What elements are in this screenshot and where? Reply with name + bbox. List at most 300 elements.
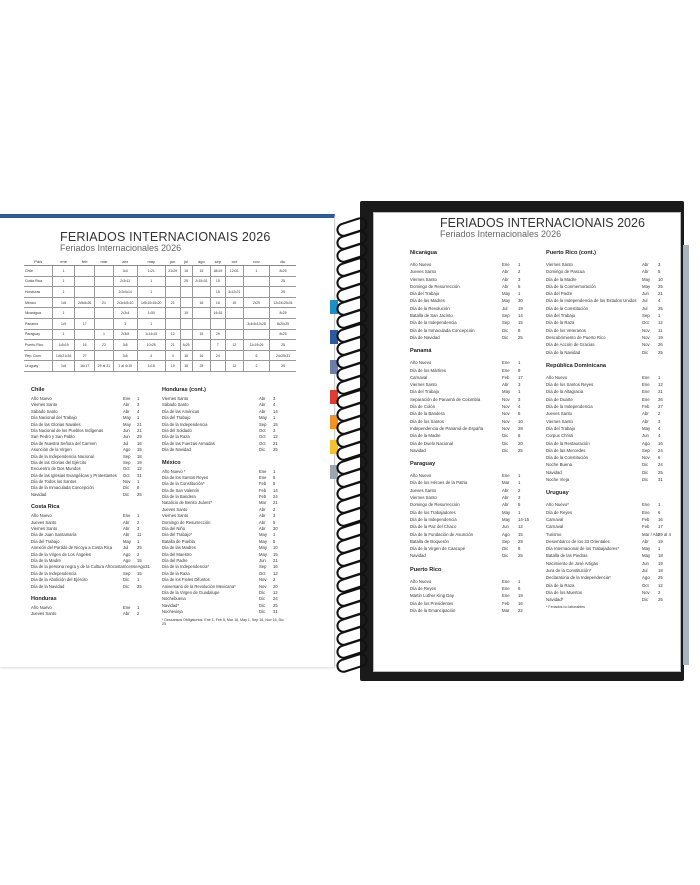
holiday-row (546, 469, 670, 476)
holiday-name: Domingo de Resurrección (162, 519, 211, 525)
holiday-day: 12 (273, 570, 278, 576)
holiday-day: 1 (658, 374, 661, 380)
calendar-date-cell: 3•5 (113, 350, 137, 361)
holiday-day: 31 (145, 564, 150, 570)
holiday-day: 3 (518, 495, 521, 501)
holiday-day: 3 (518, 382, 521, 388)
calendar-date-cell: 1 (137, 318, 165, 329)
calendar-date-cell (211, 361, 226, 372)
holiday-name: Día de las Madres (410, 298, 445, 304)
holiday-month: Feb (642, 404, 650, 410)
holiday-name: Separación de Panamá de Colombia (410, 396, 481, 402)
holiday-row (410, 545, 530, 552)
holiday-row (546, 440, 670, 447)
holiday-day: 21 (137, 421, 142, 427)
calendar-date-cell: 29 (211, 329, 226, 340)
calendar-header-cell: sep (211, 258, 226, 266)
holiday-row (546, 538, 670, 545)
calendar-date-cell: 2•3•5 (113, 329, 137, 340)
calendar-date-cell (165, 276, 180, 287)
holiday-row (546, 334, 670, 341)
calendar-date-cell: 1 (53, 266, 75, 277)
holiday-name: Día de los Santos (410, 418, 444, 424)
holiday-month: May (259, 532, 267, 538)
calendar-date-cell: 1•9 (53, 318, 75, 329)
holiday-month: Ene (123, 604, 131, 610)
holiday-month: Mar (502, 607, 510, 613)
holiday-row (546, 574, 670, 581)
holiday-row (410, 440, 530, 447)
calendar-country-cell: Panamá (24, 318, 53, 329)
holiday-name: Sábado Santo (162, 402, 189, 408)
holiday-name: Día de la Restauración (546, 440, 590, 446)
holiday-name: Día del Niño (162, 526, 186, 532)
holiday-name: Declaratoria de la Independencia* (546, 575, 611, 581)
holiday-day: 15 (137, 447, 142, 453)
holiday-day: 18 (658, 567, 663, 573)
holiday-month: Oct (123, 466, 130, 472)
holiday-day: 30 (273, 526, 278, 532)
holiday-day: 14 (518, 313, 523, 319)
holiday-row (162, 609, 285, 615)
calendar-date-cell: 15 (211, 276, 226, 287)
holiday-day: 21 (137, 427, 142, 433)
calendar-date-cell (95, 350, 114, 361)
calendar-date-cell: 2 (244, 361, 270, 372)
calendar-row (24, 318, 296, 329)
calendar-date-cell (192, 340, 210, 351)
footnote: * Descansos Obligatorios: Ene 1, Feb 5, Mar 16, May 1, Sep 16, Nov 16, Dic 25 (162, 617, 284, 626)
holiday-month: Dic (642, 477, 649, 483)
holiday-month: Nov (502, 411, 510, 417)
holiday-row (546, 327, 670, 334)
holiday-month: Jun (642, 560, 649, 566)
holiday-month: Ago (642, 440, 650, 446)
holiday-row (410, 432, 530, 439)
holiday-name: Carnaval (546, 524, 564, 530)
holiday-month: Sep (259, 421, 267, 427)
holiday-name: Día de la Bandera (410, 411, 445, 417)
holiday-month: Mar / Abr (642, 531, 660, 537)
holiday-name: Día del Maestro (162, 551, 192, 557)
calendar-header-cell: may (137, 258, 165, 266)
holiday-name: Domingo de Resurrección (410, 283, 460, 289)
holiday-month: Dic (502, 334, 509, 340)
holiday-name: Año Nuevo* (546, 502, 569, 508)
holiday-day: 25 (518, 447, 523, 453)
holiday-month: Nov (502, 404, 510, 410)
holiday-name: Batalla de Boquerón (410, 538, 449, 544)
holiday-day: 12 (658, 582, 663, 588)
calendar-country-cell: Chile (24, 266, 53, 277)
holiday-row (410, 396, 530, 403)
section-title: Nicarágua (410, 250, 438, 256)
holiday-name: Anexión del Partido de Nicoya a Costa Rica (31, 545, 113, 551)
holiday-month: Jun (123, 427, 130, 433)
holiday-row (410, 283, 530, 290)
holiday-name: Día de la Independencia (410, 516, 457, 522)
holiday-month: Dic (502, 327, 509, 333)
calendar-date-cell (180, 297, 192, 308)
holiday-name: Día de las Mercedes (546, 447, 586, 453)
calendar-date-cell (192, 318, 210, 329)
holiday-row (546, 596, 670, 603)
holiday-name: Día de la Madre (546, 276, 577, 282)
holiday-row (546, 418, 670, 425)
holiday-row (546, 454, 670, 461)
calendar-date-cell: 16 (211, 297, 226, 308)
calendar-date-cell: 14•15 (211, 308, 226, 319)
holiday-day: 24 (658, 462, 663, 468)
left-column-2 (162, 387, 285, 626)
holiday-name: Día de la Constitución* (162, 481, 205, 487)
holiday-day: 15 (518, 531, 523, 537)
holiday-row (546, 509, 670, 516)
holiday-month: Abr (642, 269, 649, 275)
holiday-month: Abr (642, 538, 649, 544)
holiday-month: Sep (123, 459, 131, 465)
calendar-header-cell: nov (244, 258, 270, 266)
holiday-month: Nov (502, 418, 510, 424)
holiday-name: Natalicio de Benito Juárez* (162, 500, 213, 506)
holiday-row (410, 531, 530, 538)
calendar-date-cell: 4•25 (180, 340, 192, 351)
holiday-name: Día del Trabajo (31, 538, 60, 544)
holiday-name: Día de las Madres (162, 545, 196, 551)
holiday-day: 29 al 4 (658, 531, 671, 537)
holiday-month: Nov (642, 334, 650, 340)
holiday-row (546, 396, 670, 403)
holiday-name: Jueves Santo (31, 519, 57, 525)
holiday-month: Jun (642, 291, 649, 297)
calendar-date-cell: 21 (165, 297, 180, 308)
holiday-name: Turismo (546, 531, 562, 537)
holiday-day: 11 (137, 532, 142, 538)
holiday-name: Viernes Santo (31, 526, 58, 532)
holiday-day: 6 (518, 585, 521, 591)
calendar-row (24, 350, 296, 361)
holiday-name: Día de la Virgen de Caacupé (410, 546, 466, 552)
calendar-date-cell (75, 276, 95, 287)
holiday-row (410, 297, 530, 304)
holiday-day: 12 (273, 434, 278, 440)
left-page-title: FERIADOS INTERNACIONAIS 2026 (60, 230, 271, 244)
holiday-month: May (259, 551, 267, 557)
holiday-day: 8 (518, 327, 521, 333)
holiday-month: May (502, 298, 511, 304)
holiday-name: Día de las Américas (162, 408, 200, 414)
calendar-date-cell: 1 (95, 329, 114, 340)
holiday-name: Viernes Santo (546, 418, 573, 424)
holiday-row (546, 589, 670, 596)
holiday-month: Ene (502, 367, 510, 373)
holiday-row (410, 607, 530, 614)
holiday-name: Día de los Presidentes (410, 600, 454, 606)
calendar-date-cell: 2•5•6•26 (75, 297, 95, 308)
holiday-month: Feb (259, 481, 267, 487)
holiday-day: 25 (273, 602, 278, 608)
calendar-date-cell: 16•17 (75, 361, 95, 372)
holiday-name: Día de la Revolución (410, 305, 450, 311)
calendar-date-cell: 24•25•31 (270, 350, 296, 361)
calendar-date-cell (244, 308, 270, 319)
holiday-name: Día de los Héroes de la Patria (410, 480, 468, 486)
holiday-day: 1 (518, 291, 521, 297)
holiday-name: Día de la Independencia de los Estados Unidos (546, 298, 637, 304)
holiday-month: Dic (259, 609, 266, 615)
holiday-calendar-table (24, 258, 296, 372)
holiday-name: Jueves Santo (31, 611, 57, 617)
holiday-month: Abr (123, 408, 130, 414)
holiday-month: Abr (123, 611, 130, 617)
holiday-row (546, 388, 670, 395)
calendar-date-cell (75, 329, 95, 340)
calendar-date-cell (244, 329, 270, 340)
holiday-row (410, 319, 530, 326)
holiday-month: Sep (123, 453, 131, 459)
holiday-month: Dic (502, 447, 509, 453)
holiday-day: 5 (518, 283, 521, 289)
holiday-name: Año Nuevo (31, 513, 52, 519)
holiday-name: Día del Trabajo (546, 425, 576, 431)
holiday-month: May (642, 553, 651, 559)
holiday-day: 27 (658, 404, 663, 410)
holiday-month: Ene (502, 473, 510, 479)
holiday-month: Ene (502, 585, 510, 591)
calendar-date-cell: 12 (225, 340, 243, 351)
holiday-day: 31 (658, 477, 663, 483)
holiday-month: Abr (502, 487, 509, 493)
holiday-day: 15 (518, 320, 523, 326)
holiday-day: 3 (658, 262, 661, 267)
calendar-date-cell: 17 (75, 318, 95, 329)
holiday-day: 19 (137, 459, 142, 465)
calendar-date-cell: 18 (180, 361, 192, 372)
holiday-row (410, 552, 530, 559)
calendar-date-cell: 1•6•19 (53, 340, 75, 351)
calendar-date-cell: 15 (211, 287, 226, 298)
calendar-date-cell: 12•31 (225, 266, 243, 277)
holiday-month: Abr (123, 402, 130, 408)
holiday-month: Abr (259, 526, 266, 532)
holiday-month: Abr (259, 408, 266, 414)
holiday-day: 1 (137, 577, 140, 583)
holiday-day: 10 (658, 276, 663, 282)
holiday-month: Dic (259, 589, 266, 595)
holiday-day: 18 (137, 453, 142, 459)
holiday-day: 22 (518, 607, 523, 613)
holiday-name: Día de Reyes (546, 509, 573, 515)
calendar-date-cell (192, 308, 210, 319)
holiday-day: 3 (137, 402, 140, 408)
holiday-day: 9 (518, 367, 521, 373)
holiday-day: 25 (518, 334, 523, 340)
holiday-name: Día de Juan Santamaría (31, 532, 77, 538)
holiday-row (546, 582, 670, 589)
holiday-day: 25 (137, 583, 142, 589)
holiday-month: Nov (642, 455, 650, 461)
holiday-name: Día del Soldado (162, 427, 192, 433)
holiday-day: 1 (518, 473, 521, 479)
calendar-row (24, 297, 296, 308)
holiday-name: Día del Trabajo (546, 313, 576, 319)
holiday-name: Batalla de San Jacinto (410, 313, 453, 319)
holiday-name: Año Nuevo (410, 473, 432, 479)
holiday-name: Día de la Independencia (410, 320, 457, 326)
holiday-day: 3 (273, 513, 276, 519)
holiday-month: May (259, 415, 267, 421)
holiday-name: Carnaval (546, 516, 564, 522)
holiday-name: Navidad (546, 469, 562, 475)
holiday-day: 1 (658, 313, 661, 319)
calendar-date-cell: 1 (53, 308, 75, 319)
calendar-country-cell: Paraguay (24, 329, 53, 340)
holiday-day: 16 (658, 516, 663, 522)
holiday-day: 21 (273, 440, 278, 446)
holiday-name: Día de la Raza (546, 582, 575, 588)
holiday-month: Feb (259, 487, 267, 493)
holiday-name: Descubrimiento de Puerto Rico (546, 334, 606, 340)
holiday-month: Nov (502, 396, 510, 402)
calendar-date-cell: 1 (53, 329, 75, 340)
holiday-day: 28 (518, 425, 523, 431)
holiday-month: Jul (123, 440, 129, 446)
holiday-name: Año Nuevo (31, 604, 52, 610)
calendar-row (24, 361, 296, 372)
holiday-month: Dic (502, 546, 509, 552)
holiday-month: Oct (259, 434, 266, 440)
calendar-date-cell (95, 276, 114, 287)
holiday-name: Día de la Emancipación (410, 607, 456, 613)
holiday-month: Ene (642, 396, 650, 402)
calendar-date-cell: 16 (75, 340, 95, 351)
holiday-name: Día de la Inmaculada Concepción (31, 485, 94, 491)
calendar-date-cell: 25 (192, 361, 210, 372)
holiday-day: 11 (658, 327, 663, 333)
holiday-day: 1 (518, 578, 521, 584)
calendar-date-cell (75, 287, 95, 298)
section-title: Paraguay (410, 461, 436, 468)
holiday-name: Sábado Santo (31, 408, 58, 414)
holiday-row (410, 447, 530, 454)
holiday-day: 5 (273, 538, 276, 544)
holiday-month: Nov (502, 425, 510, 431)
holiday-month: Abr (502, 502, 509, 508)
holiday-day: 2 (658, 589, 661, 595)
holiday-month: Sep (642, 313, 650, 319)
holiday-row (410, 359, 530, 366)
holiday-month: Nov (259, 583, 267, 589)
holiday-month: Dic (502, 553, 509, 559)
holiday-day: 2 (137, 519, 140, 525)
holiday-day: 21 (658, 291, 663, 297)
holiday-day: 25 (658, 349, 663, 355)
holiday-row (410, 516, 530, 523)
holiday-day: 1 (137, 415, 140, 421)
calendar-date-cell: 1•6 (53, 361, 75, 372)
holiday-month: Jun (642, 433, 649, 439)
holiday-month: Jul (642, 305, 648, 311)
calendar-date-cell: 15 (225, 297, 243, 308)
holiday-name: Domingo de Resurrección (410, 502, 460, 508)
holiday-name: Carnaval (410, 374, 428, 380)
holiday-month: Dic (259, 602, 266, 608)
holiday-day: 3 (658, 418, 661, 424)
calendar-row (24, 329, 296, 340)
calendar-date-cell: 1•21 (137, 266, 165, 277)
holiday-month: May (502, 509, 511, 515)
holiday-month: Ene (502, 360, 510, 366)
holiday-month: Dic (123, 583, 130, 589)
calendar-date-cell: 25 (270, 276, 296, 287)
holiday-row (546, 560, 670, 567)
holiday-day: 20 (273, 583, 278, 589)
calendar-date-cell (244, 287, 270, 298)
calendar-country-cell: Rep. Dom. (24, 350, 53, 361)
holiday-month: Abr (642, 418, 649, 424)
calendar-date-cell: 1•6 (53, 297, 75, 308)
holiday-name: Día de la Constitución (546, 305, 589, 311)
holiday-name: Día de la Altagracia (546, 389, 584, 395)
calendar-date-cell: 3•4•5•10•28 (244, 318, 270, 329)
holiday-day: 12 (273, 589, 278, 595)
holiday-day: 1 (518, 389, 521, 395)
holiday-name: Día de las Glorias Navales (31, 421, 81, 427)
holiday-day: 10 (273, 545, 278, 551)
holiday-row (546, 516, 670, 523)
holiday-month: Feb (259, 494, 267, 500)
holiday-month: Nov (642, 589, 650, 595)
holiday-month: Nov (123, 479, 131, 485)
holiday-row (546, 374, 670, 381)
holiday-day: 25 (137, 545, 142, 551)
holiday-day: 19 (658, 538, 663, 544)
calendar-date-cell: 3 (113, 318, 137, 329)
right-column-1 (410, 250, 530, 614)
holiday-name: Martin Luther King Day (410, 593, 454, 599)
holiday-month: May (123, 538, 131, 544)
holiday-month: Dic (642, 349, 649, 355)
calendar-date-cell (180, 329, 192, 340)
holiday-month: Jul (123, 545, 129, 551)
calendar-header-cell: feb (75, 258, 95, 266)
holiday-month: Oct (259, 570, 266, 576)
holiday-name: Viernes Santo (546, 262, 573, 267)
holiday-month: Ago (642, 575, 650, 581)
holiday-day: 15 (137, 570, 142, 576)
holiday-name: Día Internacional de los Trabajadores* (546, 546, 620, 552)
holiday-day: 18 (658, 553, 663, 559)
calendar-date-cell: 4 (165, 350, 180, 361)
calendar-date-cell: 16 (192, 297, 210, 308)
calendar-date-cell: 2•3•4•14 (113, 287, 137, 298)
holiday-month: Ene (123, 396, 131, 401)
calendar-date-cell: 25 (270, 361, 296, 372)
holiday-day: 21 (273, 557, 278, 563)
calendar-date-cell: 25 (270, 287, 296, 298)
holiday-day: 4 (658, 298, 661, 304)
holiday-name: Año Nuevo * (162, 468, 186, 474)
holiday-name: Noche Buena (546, 462, 573, 468)
calendar-date-cell: 2•20 (244, 297, 270, 308)
holiday-name: Día de Navidad (162, 447, 191, 453)
holiday-month: Abr (123, 526, 130, 532)
calendar-header-cell: País (24, 258, 53, 266)
holiday-name: Día Nacional del Trabajo (31, 415, 77, 421)
holiday-month: Abr (502, 382, 509, 388)
holiday-month: May (502, 516, 511, 522)
calendar-date-cell: 8•25 (270, 329, 296, 340)
